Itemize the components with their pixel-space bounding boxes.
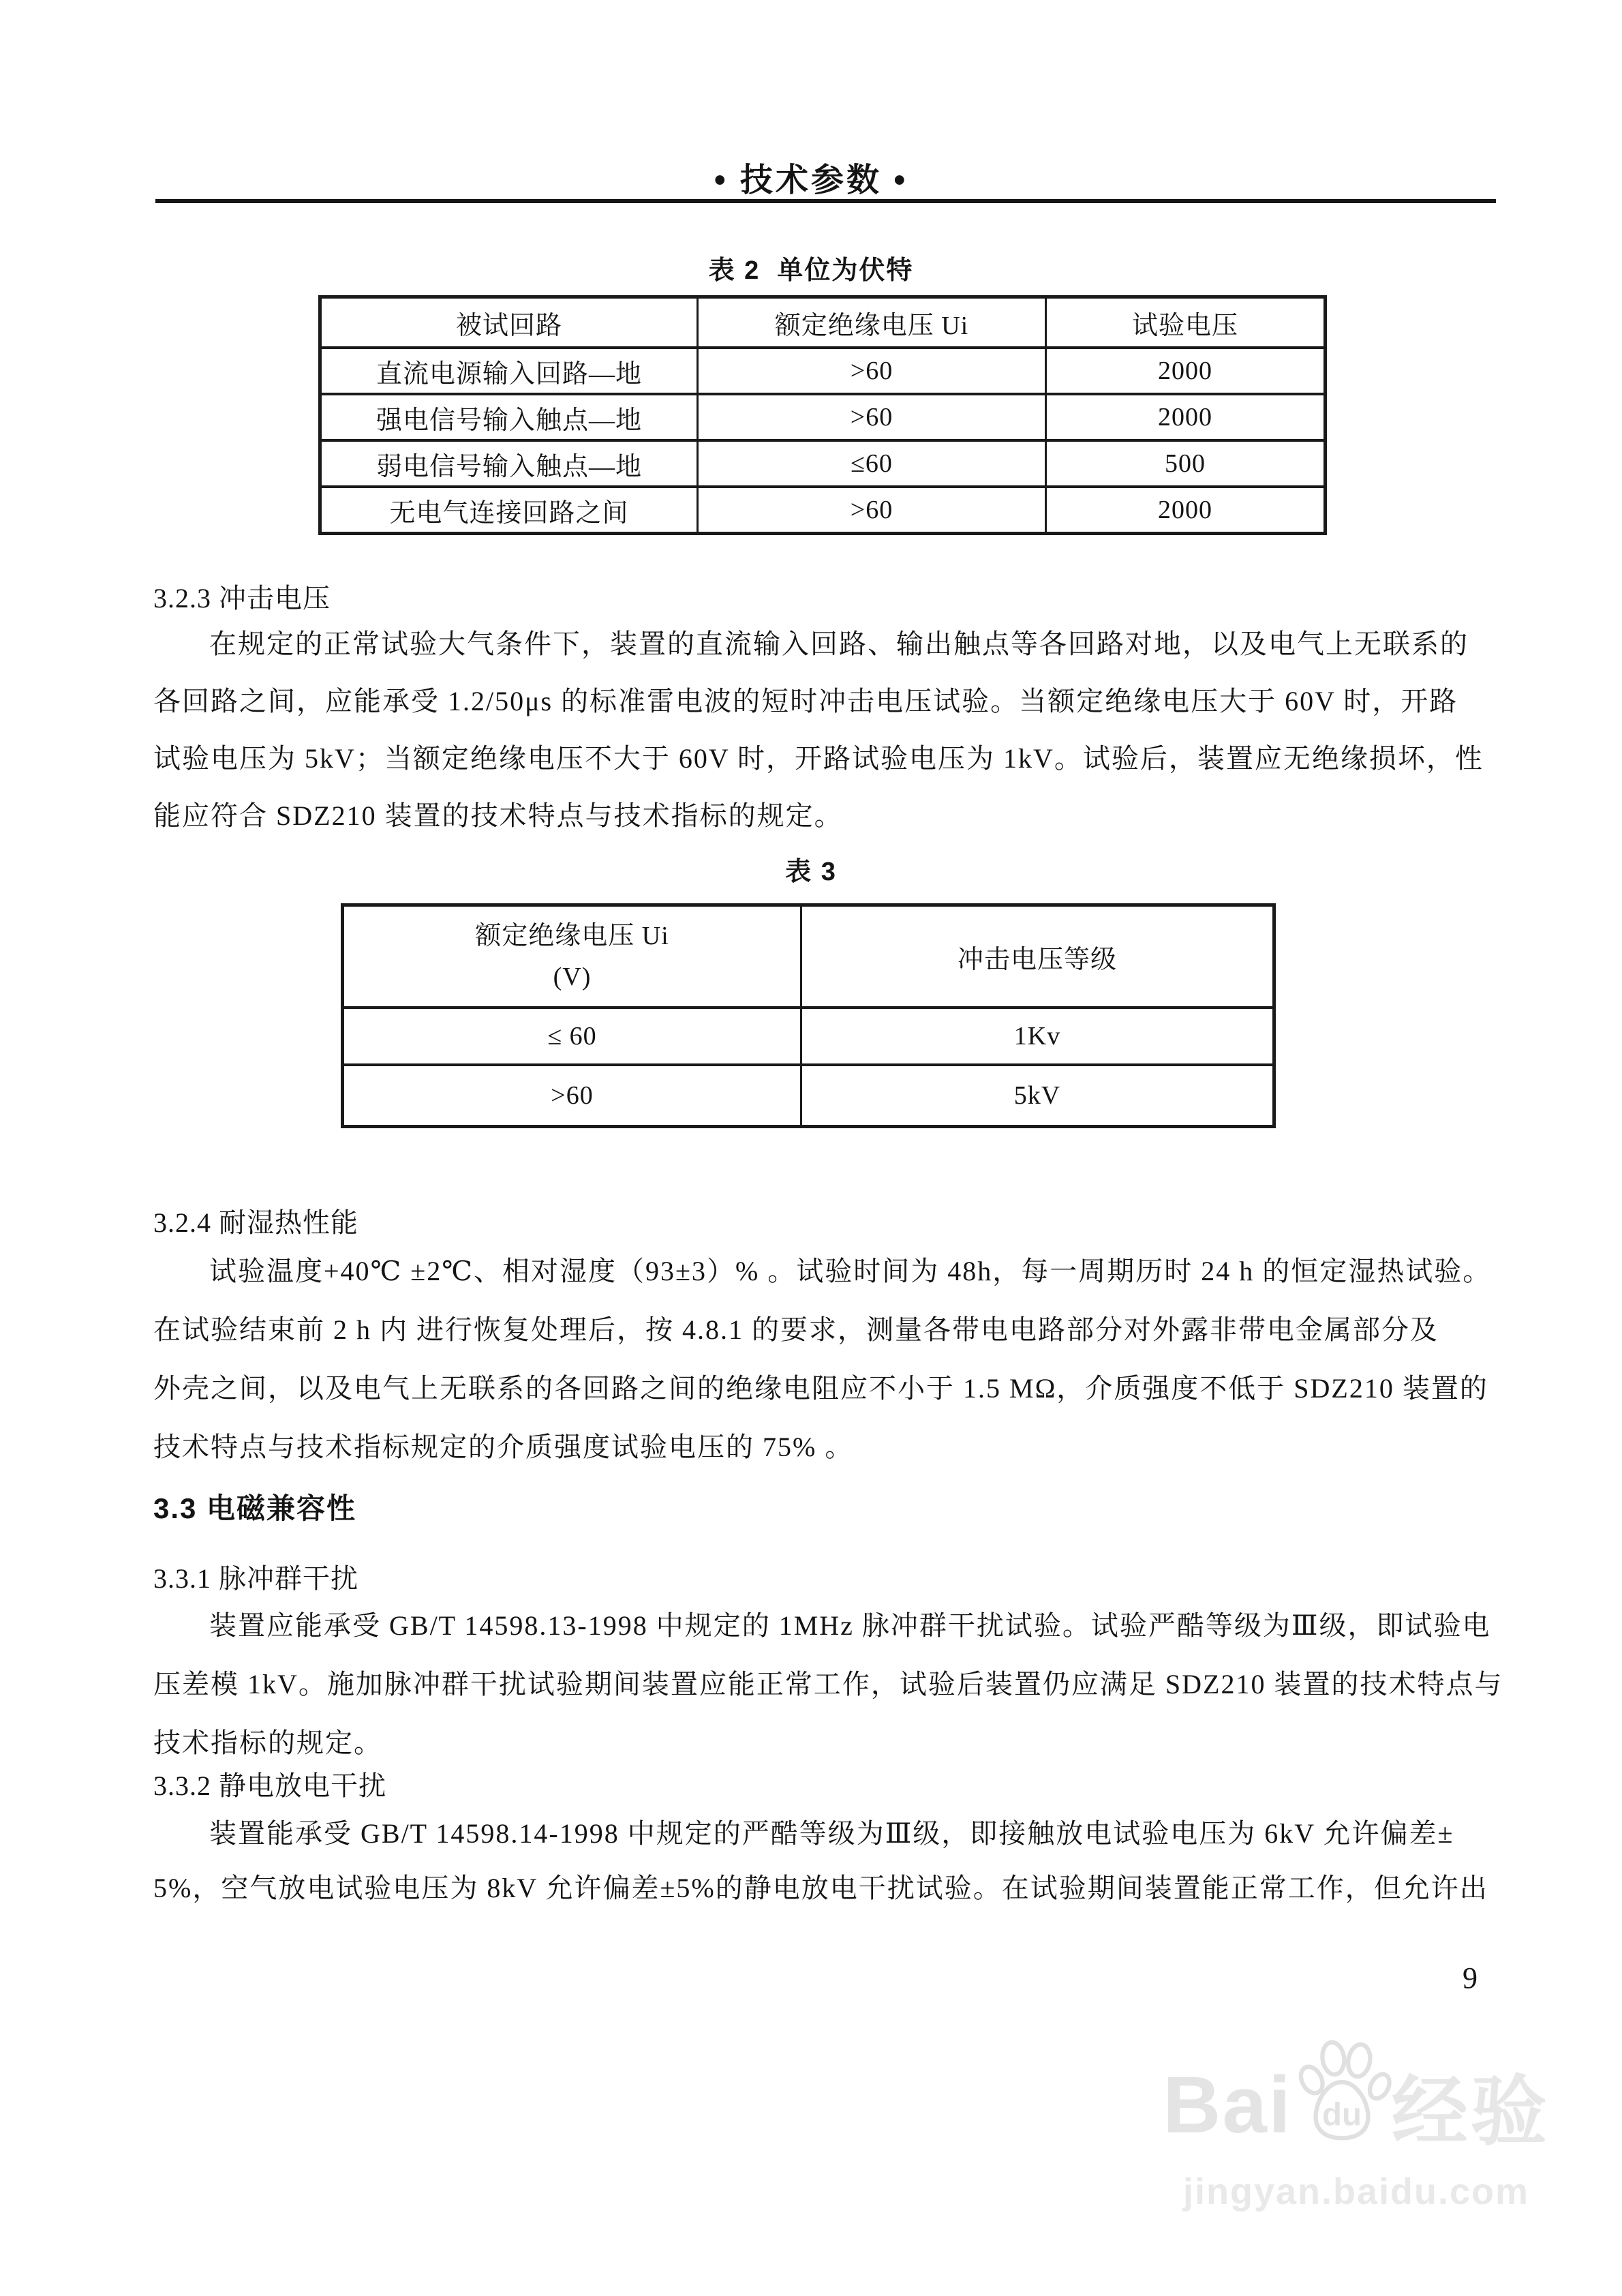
table2-row [320,487,1326,534]
section-heading-3-2-4: 3.2.4 耐湿热性能 [153,1207,358,1238]
table3-caption: 表 3 [785,858,837,886]
paragraph-3-2-3 [153,616,1484,845]
paragraph-line: 试验电压为 5kV；当额定绝缘电压不大于 60V 时，开路试验电压为 1kV。试验后，装置应无绝缘损坏，性 [153,743,1484,774]
table2-header-cell: 试验电压 [1046,297,1326,348]
table3-cell: ≤ 60 [343,1008,801,1065]
table3-cell: >60 [343,1065,801,1127]
header-rule [155,199,1496,203]
paragraph-3-3-1 [153,1597,1503,1772]
table2-cell: 2000 [1046,487,1326,534]
table2-cell: >60 [698,348,1046,394]
table2-cell: >60 [698,487,1046,534]
table2-cell: ≤60 [698,440,1046,487]
table2-cell: 无电气连接回路之间 [320,487,698,534]
baidu-jingyan-watermark [1159,2046,1554,2213]
table2-cell: 2000 [1046,394,1326,440]
table2-cell: 强电信号输入触点—地 [320,394,698,440]
paragraph-line: 在规定的正常试验大气条件下，装置的直流输入回路、输出触点等各回路对地，以及电气上无联系的 [209,629,1469,659]
section-heading-3-3-1: 3.3.1 脉冲群干扰 [153,1563,358,1594]
section-heading-3-3-2: 3.3.2 静电放电干扰 [153,1770,386,1801]
paragraph-line: 能应符合 SDZ210 装置的技术特点与技术指标的规定。 [153,800,843,831]
paragraph-3-2-4 [153,1242,1492,1477]
watermark-domain: jingyan.baidu.com [1182,2171,1530,2212]
table2-caption: 表 2 单位为伏特 [708,256,914,285]
table2-header-cell: 被试回路 [320,297,698,348]
table3-cell: 5kV [801,1065,1274,1127]
table3-header-cell [343,905,801,1008]
paragraph-3-3-2 [153,1807,1488,1916]
watermark-brand-row [1159,2046,1554,2164]
table3-cell: 1Kv [801,1008,1274,1065]
page-title: • 技术参数 • [714,162,908,198]
paragraph-line: 试验温度+40℃ ±2℃、相对湿度（93±3）% 。试验时间为 48h，每一周期历时 24 h 的恒定湿热试验。 [209,1256,1492,1286]
paragraph-line: 在试验结束前 2 h 内 进行恢复处理后，按 4.8.1 的要求，测量各带电电路部分对外露非带电金属部分及 [153,1314,1439,1345]
table2-header-cell: 额定绝缘电压 Ui [698,297,1046,348]
table2-row [320,440,1326,487]
paragraph-line: 外壳之间，以及电气上无联系的各回路之间的绝缘电阻应不小于 1.5 MΩ，介质强度不低于 SDZ210 装置的 [153,1373,1488,1404]
watermark-brand-prefix: Bai [1163,2060,1292,2150]
paragraph-line: 5%，空气放电试验电压为 8kV 允许偏差±5%的静电放电干扰试验。在试验期间装置能正常工作，但允许出 [153,1873,1488,1903]
paragraph-line: 技术指标的规定。 [153,1727,382,1758]
table2-cell: 弱电信号输入触点—地 [320,440,698,487]
paragraph-line: 装置应能承受 GB/T 14598.13-1998 中规定的 1MHz 脉冲群干扰试验。试验严酷等级为Ⅲ级，即试验电 [209,1610,1491,1641]
table2-row [320,348,1326,394]
section-heading-3-2-3: 3.2.3 冲击电压 [153,583,331,614]
table2-cell: >60 [698,394,1046,440]
paragraph-line: 各回路之间，应能承受 1.2/50μs 的标准雷电波的短时冲击电压试验。当额定绝缘电压大于 60V 时，开路 [153,686,1458,716]
table2 [318,295,1327,535]
page-number: 9 [1463,1961,1478,1995]
paragraph-line: 压差模 1kV。施加脉冲群干扰试验期间装置应能正常工作，试验后装置仍应满足 SDZ210 装置的技术特点与 [153,1669,1503,1700]
table3 [341,903,1276,1128]
section-heading-3-3: 3.3 电磁兼容性 [153,1492,357,1524]
table3-row [343,1008,1274,1065]
baidu-paw-icon [1288,2034,1396,2151]
table3-header-line: 额定绝缘电压 Ui [475,922,669,950]
table3-header-row [343,905,1274,1008]
table2-row [320,394,1326,440]
paragraph-line: 技术特点与技术指标规定的介质强度试验电压的 75% 。 [153,1432,854,1462]
table3-header-cell: 冲击电压等级 [801,905,1274,1008]
paragraph-line: 装置能承受 GB/T 14598.14-1998 中规定的严酷等级为Ⅲ级，即接触放电试验电压为 6kV 允许偏差± [209,1818,1454,1849]
watermark-paw-text: du [1321,2096,1362,2133]
table2-header-row [320,297,1326,348]
watermark-brand-cjk: 经验 [1391,2068,1550,2154]
table2-cell: 2000 [1046,348,1326,394]
table3-header-line: (V) [553,963,592,991]
table2-cell: 500 [1046,440,1326,487]
table3-row [343,1065,1274,1127]
table2-cell: 直流电源输入回路—地 [320,348,698,394]
